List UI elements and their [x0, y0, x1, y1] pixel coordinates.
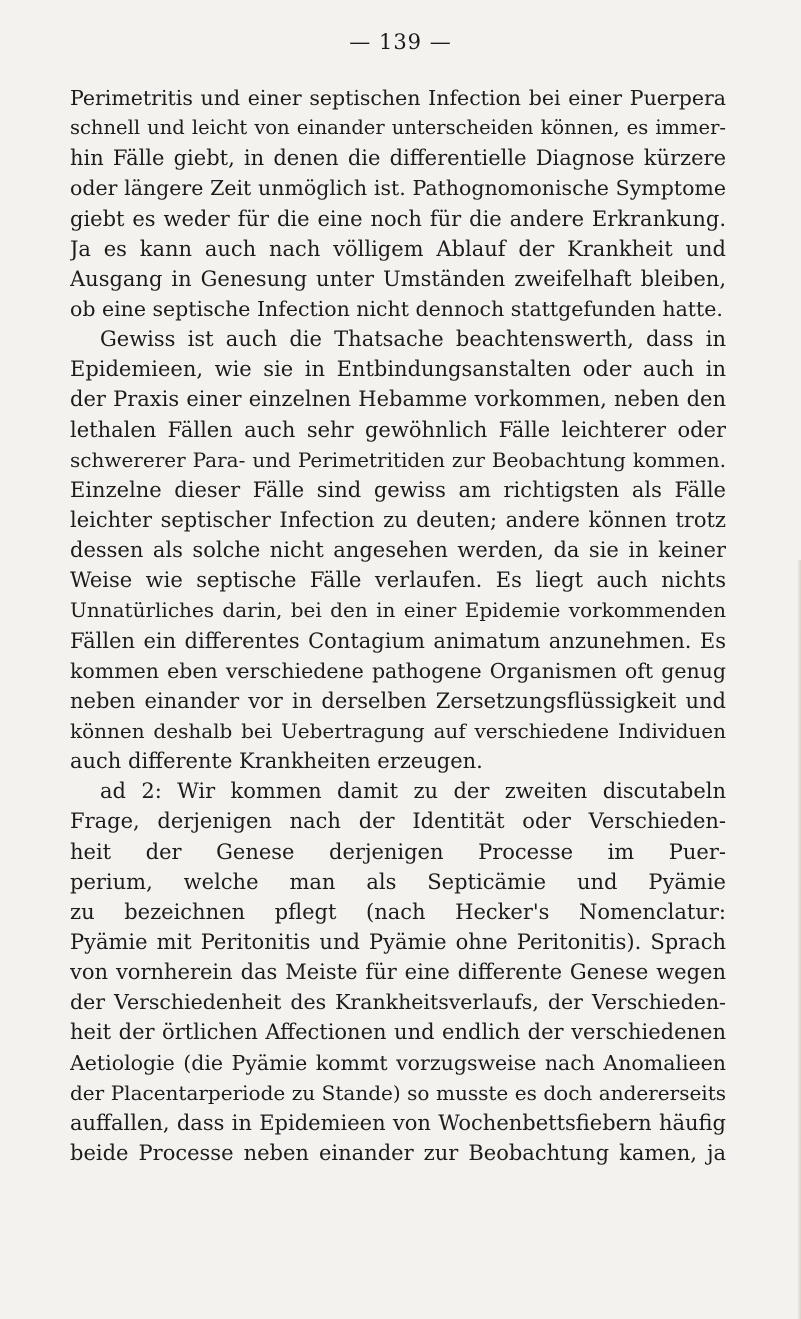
text-line: lethalen Fällen auch sehr gewöhnlich Fälle leichterer oder [70, 417, 726, 442]
page-edge-shadow [797, 560, 801, 1319]
text-line: heit der Genese derjenigen Processe im Puer- [70, 839, 726, 864]
text-line: auffallen, dass in Epidemieen von Wochenbettsfiebern häufig [70, 1110, 726, 1135]
text-line: können deshalb bei Uebertragung auf verschiedene Individuen [70, 718, 726, 743]
text-line: Frage, derjenigen nach der Identität oder Verschieden- [70, 809, 726, 834]
text-line: heit der örtlichen Affectionen und endlich der verschiedenen [70, 1020, 726, 1045]
text-line: Weise wie septische Fälle verlaufen. Es liegt auch nichts [70, 568, 726, 593]
text-line: ob eine septische Infection nicht dennoch stattgefunden hatte. [70, 296, 723, 321]
text-line: Fällen ein differentes Contagium animatum anzunehmen. Es [70, 628, 726, 653]
page-number: — 139 — [349, 30, 452, 54]
text-line: beide Processe neben einander zur Beobachtung kamen, ja [70, 1140, 726, 1165]
text-line: Gewiss ist auch die Thatsache beachtenswerth, dass in [100, 327, 726, 352]
text-line: dessen als solche nicht angesehen werden, da sie in keiner [70, 538, 726, 563]
text-line: der Verschiedenheit des Krankheitsverlaufs, der Verschieden- [70, 990, 726, 1015]
text-line: Epidemieen, wie sie in Entbindungsanstalten oder auch in [70, 357, 726, 382]
text-line: neben einander vor in derselben Zersetzungsflüssigkeit und [70, 688, 726, 713]
text-line: Pyämie mit Peritonitis und Pyämie ohne Peritonitis). Sprach [70, 929, 726, 954]
text-line: Aetiologie (die Pyämie kommt vorzugsweise nach Anomalieen [70, 1050, 726, 1075]
text-line: giebt es weder für die eine noch für die andere Erkrankung. [70, 206, 726, 231]
text-line: Unnatürliches darin, bei den in einer Epidemie vorkommenden [70, 598, 726, 623]
text-line: hin Fälle giebt, in denen die differentielle Diagnose kürzere [70, 146, 726, 171]
text-line: Ausgang in Genesung unter Umständen zweifelhaft bleiben, [70, 266, 726, 291]
body-text [70, 83, 726, 1168]
text-line: kommen eben verschiedene pathogene Organismen oft genug [70, 658, 726, 683]
text-line: Perimetritis und einer septischen Infection bei einer Puerpera [70, 86, 726, 110]
text-line: zu bezeichnen pflegt (nach Hecker's Nomenclatur: [70, 899, 726, 924]
text-line: der Placentarperiode zu Stande) so musste es doch andererseits [70, 1080, 726, 1105]
text-line: oder längere Zeit unmöglich ist. Pathognomonische Symptome [70, 176, 726, 201]
text-line: perium, welche man als Septicämie und Pyämie [70, 869, 726, 894]
text-line: Einzelne dieser Fälle sind gewiss am richtigsten als Fälle [70, 477, 726, 502]
text-line: der Praxis einer einzelnen Hebamme vorkommen, neben den [70, 387, 726, 412]
text-line: schwererer Para- und Perimetritiden zur Beobachtung kommen. [70, 447, 726, 472]
text-line: auch differente Krankheiten erzeugen. [70, 749, 483, 774]
text-line: ad 2: Wir kommen damit zu der zweiten discutabeln [100, 779, 726, 804]
text-line: von vornherein das Meiste für eine differente Genese wegen [70, 960, 726, 985]
text-line: schnell und leicht von einander unterscheiden können, es immer- [70, 116, 726, 140]
text-line: Ja es kann auch nach völligem Ablauf der Krankheit und [70, 236, 726, 261]
text-line: leichter septischer Infection zu deuten; andere können trotz [70, 507, 726, 532]
